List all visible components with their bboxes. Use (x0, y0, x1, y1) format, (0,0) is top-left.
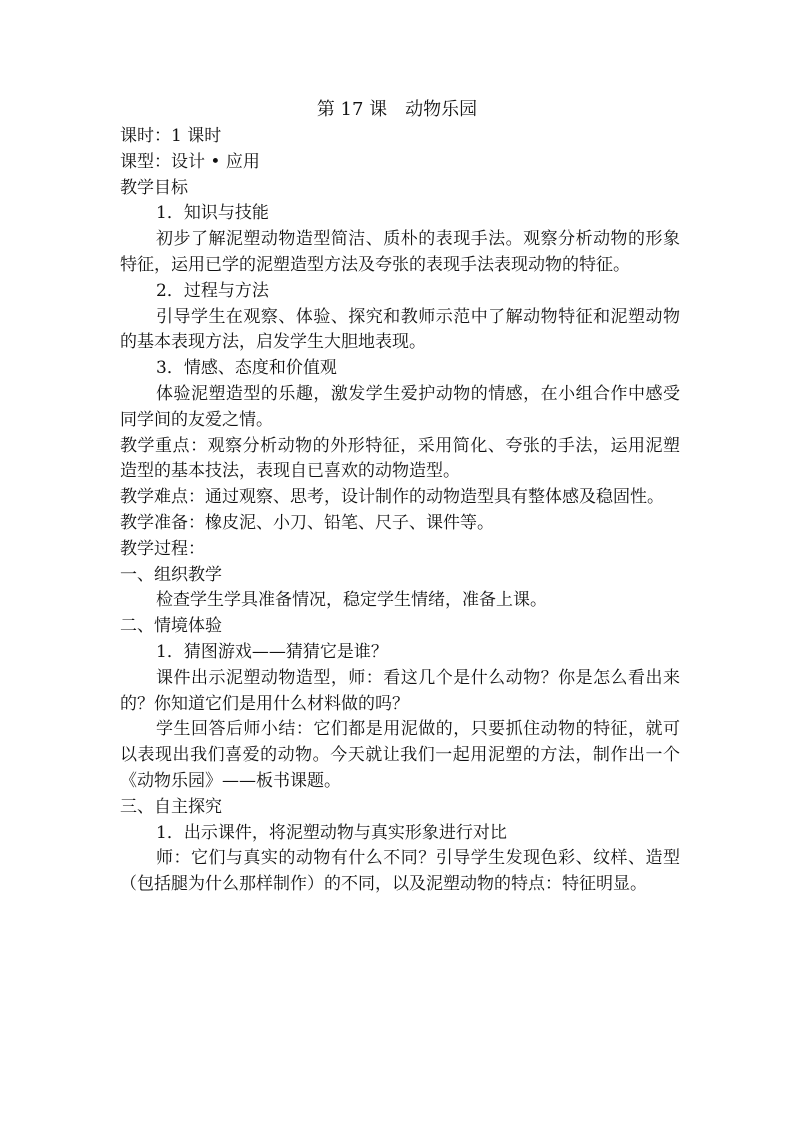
objective-text-knowledge: 初步了解泥塑动物造型简洁、质朴的表现手法。观察分析动物的形象特征，运用已学的泥塑造型方法及夸张的表现手法表现动物的特征。 (120, 229, 680, 275)
organize-text: 检查学生学具准备情况，稳定学生情绪，准备上课。 (156, 590, 547, 611)
section-heading-experience: 二、情境体验 (120, 616, 222, 637)
teaching-process-heading: 教学过程： (120, 538, 205, 559)
teaching-difficulties: 教学难点：通过观察、思考，设计制作的动物造型具有整体感及稳固性。 (120, 487, 664, 508)
section-heading-organize: 一、组织教学 (120, 564, 222, 585)
explore-subheading-compare: 1．出示课件，将泥塑动物与真实形象进行对比 (156, 822, 507, 843)
teaching-preparation: 教学准备：橡皮泥、小刀、铅笔、尺子、课件等。 (120, 512, 494, 533)
section-heading-objectives: 教学目标 (120, 177, 188, 198)
objective-heading-process: 2．过程与方法 (156, 280, 269, 301)
section-heading-explore: 三、自主探究 (120, 796, 222, 817)
experience-subheading-game: 1．猜图游戏——猜猜它是谁？ (156, 641, 388, 662)
lesson-title: 第 17 课 动物乐园 (316, 99, 478, 120)
experience-text-summary: 学生回答后师小结：它们都是用泥做的，只要抓住动物的特征，就可以表现出我们喜爱的动物。今天就让我们一起用泥塑的方法，制作出一个《动物乐园》——板书课题。 (120, 719, 680, 791)
experience-text-courseware: 课件出示泥塑动物造型，师：看这几个是什么动物？你是怎么看出来的？你知道它们是用什么材料做的吗？ (120, 667, 680, 714)
objective-text-emotion: 体验泥塑造型的乐趣，激发学生爱护动物的情感，在小组合作中感受同学间的友爱之情。 (120, 383, 680, 430)
objective-text-process: 引导学生在观察、体验、探究和教师示范中了解动物特征和泥塑动物的基本表现方法，启发学生大胆地表现。 (120, 306, 680, 353)
document-body (120, 124, 680, 898)
class-type: 课型：设计 • 应用 (120, 151, 260, 172)
objective-heading-emotion: 3．情感、态度和价值观 (156, 358, 337, 379)
explore-text-compare: 师：它们与真实的动物有什么不同？引导学生发现色彩、纹样、造型（包括腿为什么那样制作）的不同，以及泥塑动物的特点：特征明显。 (120, 848, 680, 895)
objective-heading-knowledge: 1．知识与技能 (156, 203, 269, 224)
teaching-key-points: 教学重点：观察分析动物的外形特征，采用简化、夸张的手法，运用泥塑造型的基本技法，表现自已喜欢的动物造型。 (120, 435, 680, 482)
class-hours: 课时：1 课时 (120, 126, 222, 146)
